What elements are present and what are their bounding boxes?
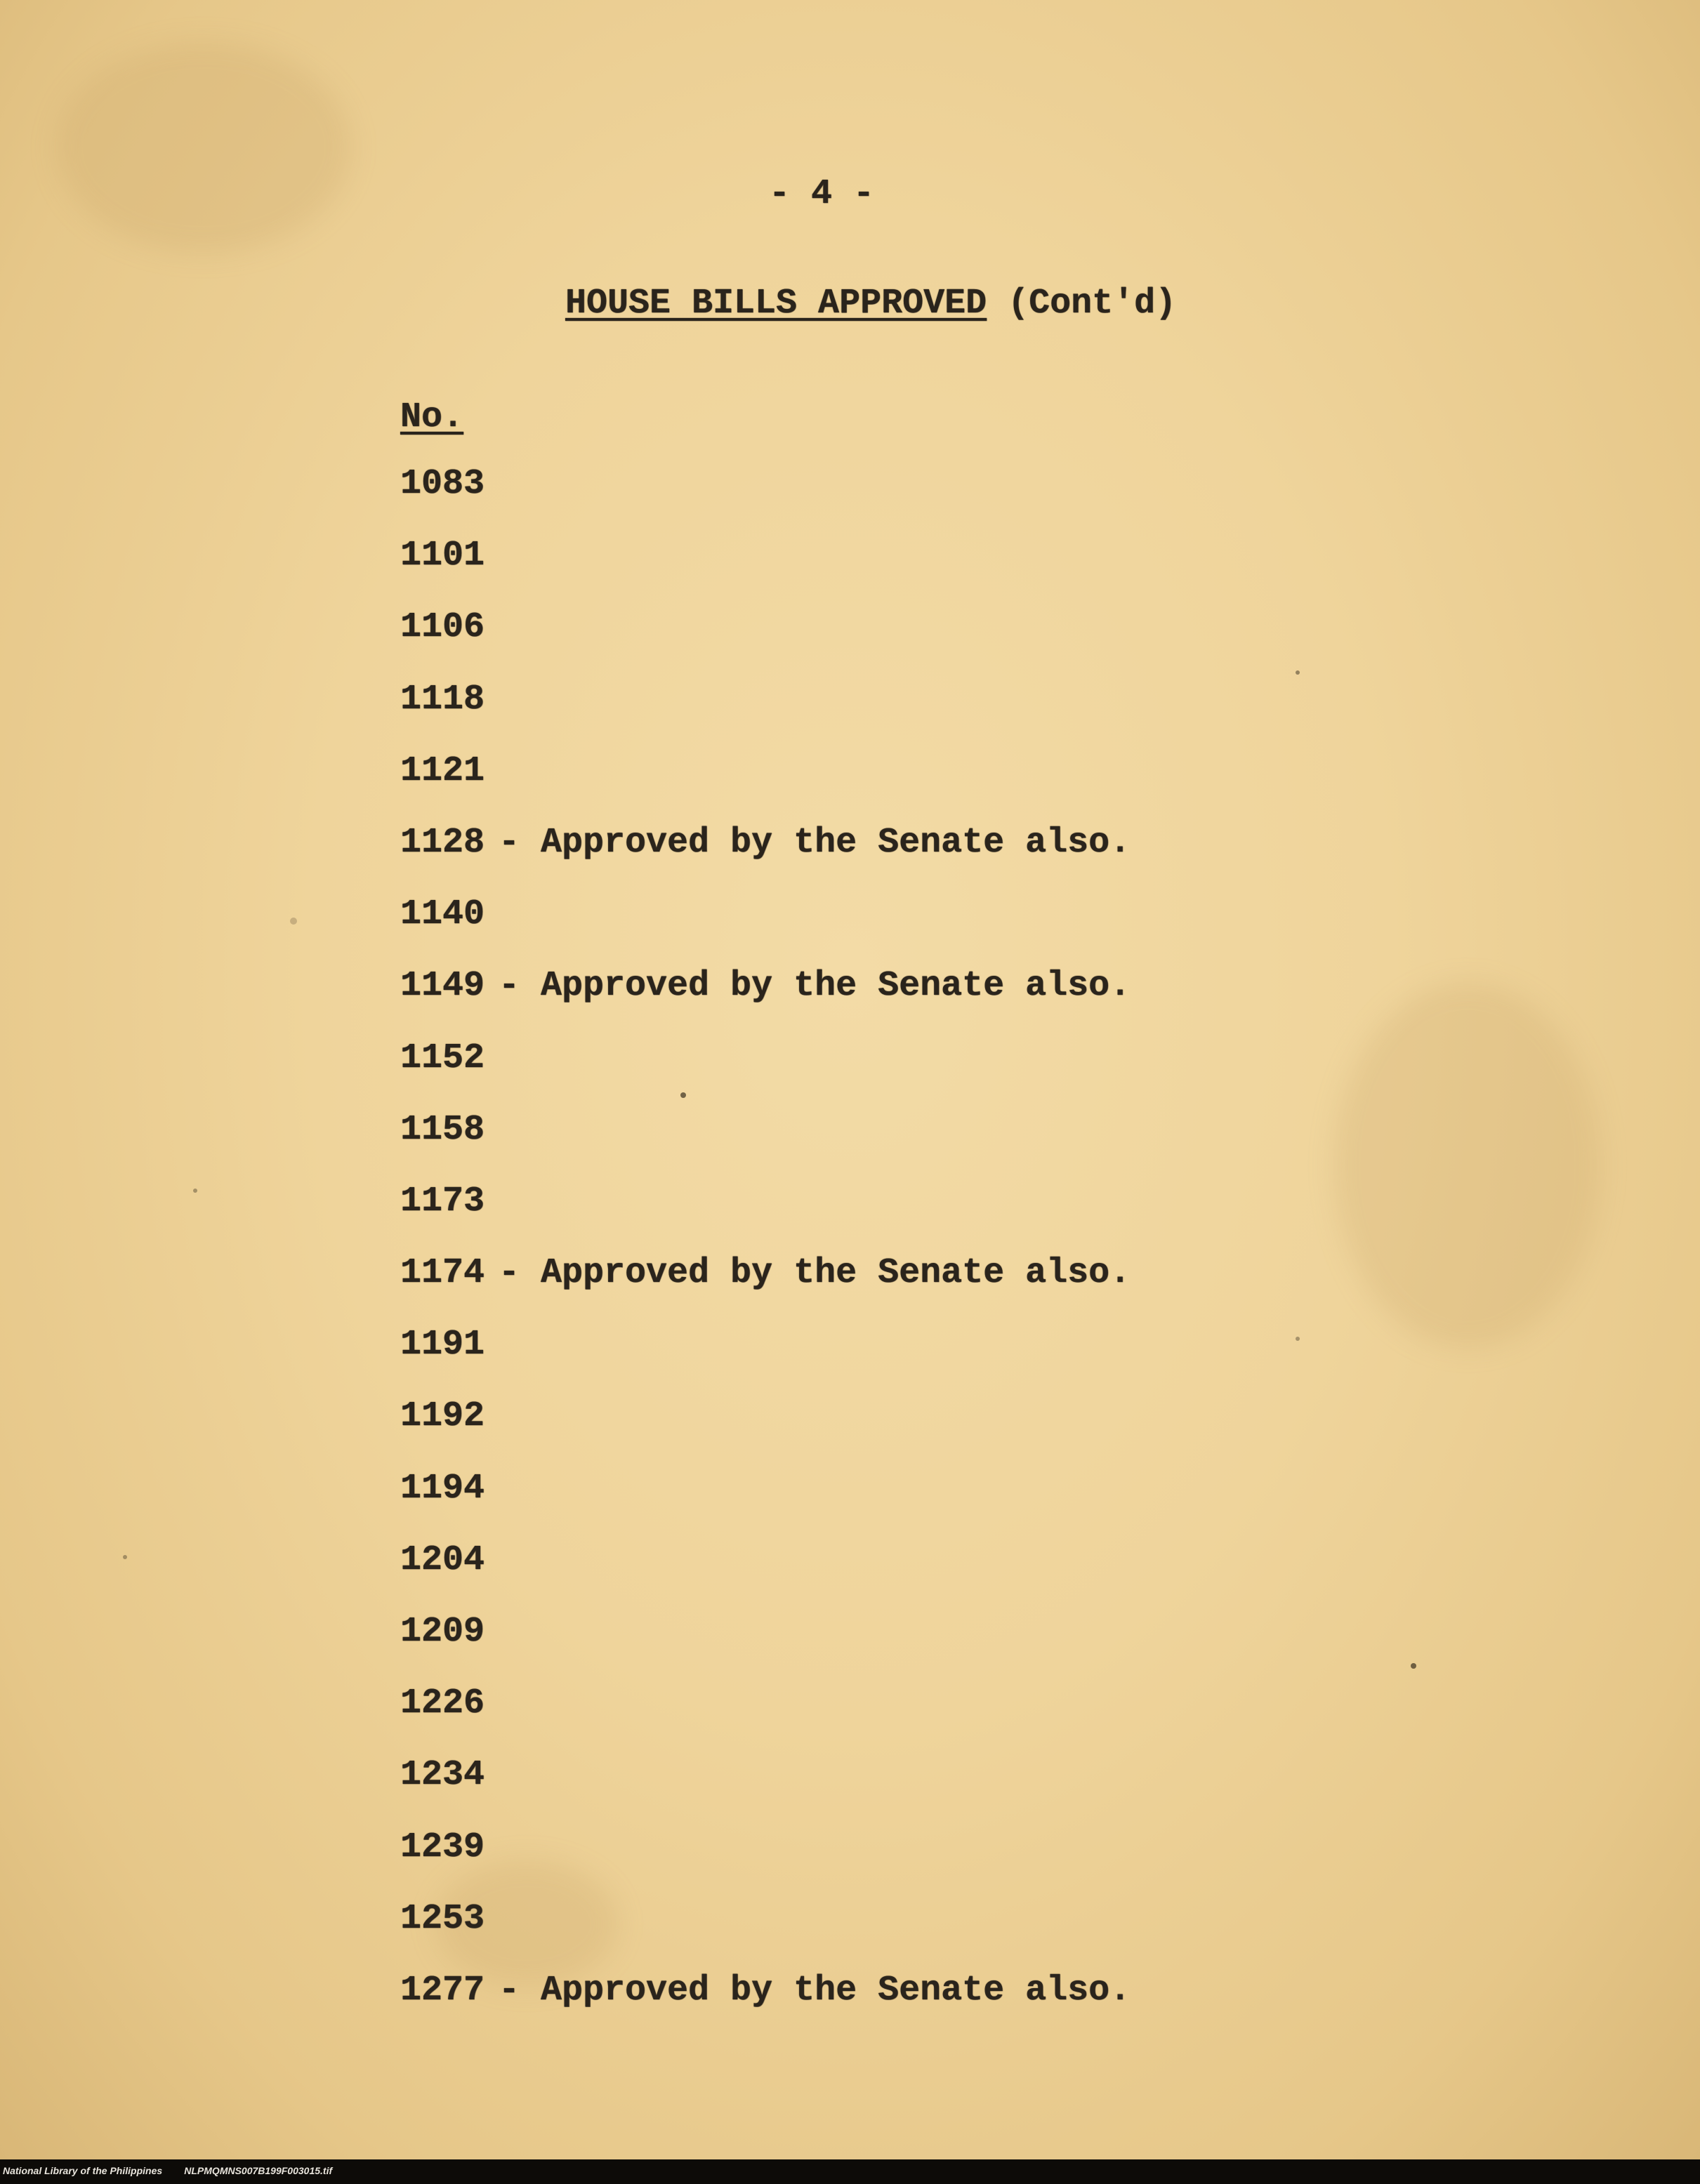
archive-footer-text xyxy=(3,2165,332,2176)
bill-note: - Approved by the Senate also. xyxy=(499,1970,1131,2011)
bill-number: 1152 xyxy=(400,1038,485,1078)
title-main: HOUSE BILLS APPROVED xyxy=(565,284,987,324)
bill-number: 1158 xyxy=(400,1109,485,1150)
bill-note: - Approved by the Senate also. xyxy=(499,1253,1131,1294)
bill-number: 1083 xyxy=(400,464,485,504)
bill-number: 1194 xyxy=(400,1468,485,1509)
bill-number: 1121 xyxy=(400,750,485,791)
page-number: - 4 - xyxy=(768,174,875,214)
bill-number: 1101 xyxy=(400,536,485,576)
footer-source: National Library of the Philippines xyxy=(3,2165,163,2176)
bill-number: 1253 xyxy=(400,1898,485,1939)
bill-number: 1234 xyxy=(400,1755,485,1796)
bill-note: - Approved by the Senate also. xyxy=(499,966,1131,1007)
footer-filename: NLPMQMNS007B199F003015.tif xyxy=(184,2165,333,2176)
bill-number: 1192 xyxy=(400,1396,485,1437)
bill-number: 1204 xyxy=(400,1540,485,1580)
bill-number: 1191 xyxy=(400,1325,485,1365)
bill-number: 1226 xyxy=(400,1683,485,1724)
bill-number: 1173 xyxy=(400,1181,485,1222)
bill-number: 1209 xyxy=(400,1612,485,1652)
bill-note: - Approved by the Senate also. xyxy=(499,822,1131,863)
title-suffix: (Cont'd) xyxy=(1008,284,1177,324)
bill-number: 1149 xyxy=(400,966,485,1007)
archive-footer-bar xyxy=(0,2159,1700,2184)
bill-number: 1128 xyxy=(400,822,485,863)
bill-number: 1277 xyxy=(400,1970,485,2011)
bill-number: 1118 xyxy=(400,679,485,720)
bill-number: 1106 xyxy=(400,607,485,648)
bill-number: 1140 xyxy=(400,894,485,935)
column-header-number: No. xyxy=(400,397,464,437)
bill-number: 1239 xyxy=(400,1827,485,1867)
bill-number: 1174 xyxy=(400,1253,485,1294)
